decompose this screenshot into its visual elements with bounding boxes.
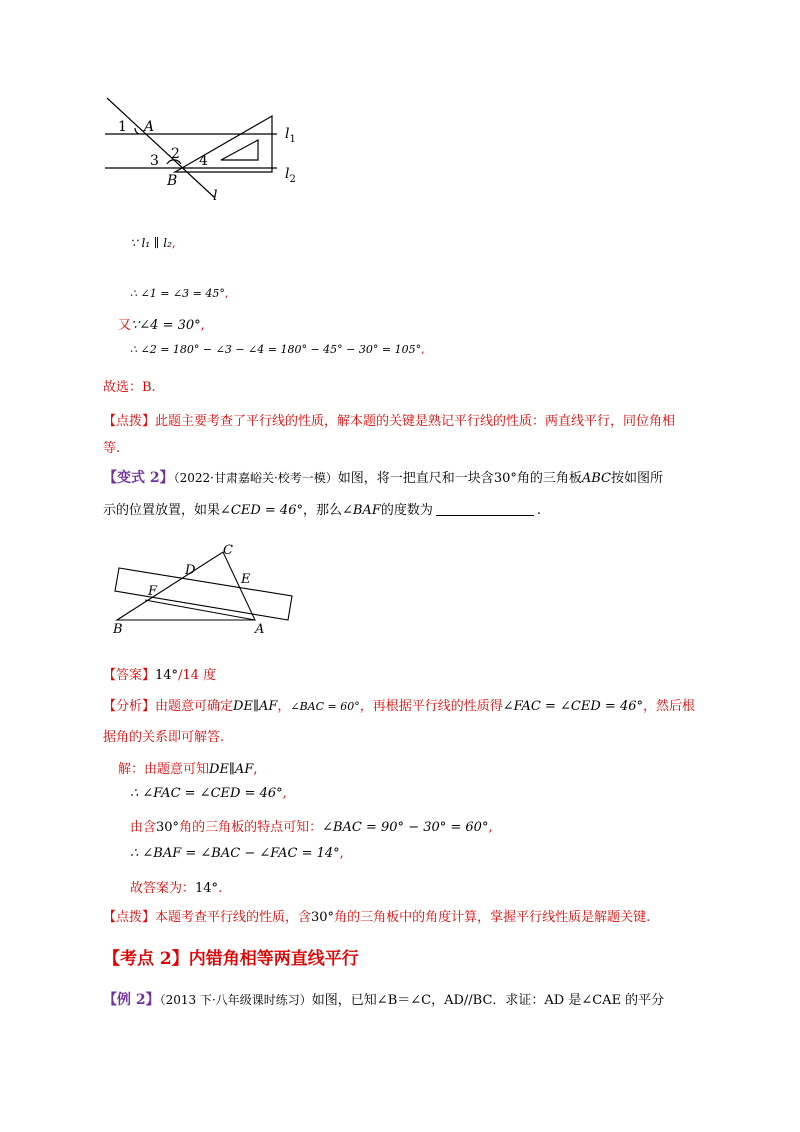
tip1-line1: 【点拨】此题主要考查了平行线的性质，解本题的关键是熟记平行线的性质：两直线平行，同位角相 <box>103 414 676 429</box>
section-title: 【考点 2】内错角相等两直线平行 <box>103 949 359 969</box>
analysis2-line1: 【分析】由题意可确定DE∥AF，∠BAC = 60°，再根据平行线的性质得∠FAC = ∠CED = 46°，然后根 <box>103 699 696 714</box>
label-3: 3 <box>150 153 159 169</box>
label-4: 4 <box>199 153 208 169</box>
tip2: 【点拨】本题考查平行线的性质，含30°角的三角板中的角度计算，掌握平行线性质是解题关键. <box>103 910 651 925</box>
solution1-line2: ∴ ∠1 = ∠3 = 45°, <box>130 287 229 300</box>
variant2-line2: 示的位置放置，如果∠CED = 46°，那么∠BAF的度数为 . <box>103 503 541 518</box>
example2-line: 【例 2】（2013 下·八年级课时练习）如图，已知∠B＝∠C，AD//BC．求证：AD 是∠CAE 的平分 <box>103 992 665 1008</box>
answer-blank <box>436 503 534 516</box>
label-A: A <box>255 622 265 637</box>
segment-fa <box>145 600 255 620</box>
label-B: B <box>113 622 123 637</box>
label-E: E <box>241 572 251 587</box>
label-D: D <box>185 563 196 578</box>
label-A: A <box>144 119 155 135</box>
solution2-line3: 由含30°角的三角板的特点可知：∠BAC = 90° − 30° = 60°, <box>130 820 493 835</box>
label-B: B <box>167 173 178 189</box>
solution2-line5: 故答案为：14°. <box>130 881 223 896</box>
label-C: C <box>223 543 233 558</box>
solution1-choice: 故选：B. <box>103 380 156 395</box>
tip1-line2: 等. <box>103 441 121 456</box>
angle-arc-1 <box>135 128 139 134</box>
label-1: 1 <box>118 119 127 135</box>
solution1-line3: 又∵∠4 = 30°, <box>118 318 205 333</box>
solution2-line2: ∴ ∠FAC = ∠CED = 46°, <box>130 786 287 801</box>
solution2-line1: 解：由题意可知DE∥AF, <box>118 762 258 777</box>
solution1-line1: ∵ l₁ ∥ l₂, <box>130 236 176 250</box>
label-F: F <box>148 584 158 599</box>
solution1-line4: ∴ ∠2 = 180° − ∠3 − ∠4 = 180° − 45° − 30° = 105°, <box>130 343 425 356</box>
label-l1: $l_1$ <box>285 126 296 145</box>
analysis2-line2: 据角的关系即可解答. <box>103 730 225 745</box>
label-l2: $l_2$ <box>285 166 296 185</box>
figure-parallel-lines-ruler <box>95 90 325 215</box>
label-2: 2 <box>171 146 180 162</box>
line-l <box>107 98 215 198</box>
solution2-line4: ∴ ∠BAF = ∠BAC − ∠FAC = 14°, <box>130 846 344 861</box>
figure-ruler-triangle <box>105 538 305 638</box>
variant2-line1: 【变式 2】（2022·甘肃嘉峪关·校考一模）如图，将一把直尺和一块含30°角的三角板ABC按如图所 <box>103 470 664 486</box>
ruler-rect <box>115 568 292 620</box>
answer2: 【答案】14°/14 度 <box>103 668 217 683</box>
label-l: l <box>213 188 218 204</box>
triangle-board-inner <box>221 140 258 160</box>
